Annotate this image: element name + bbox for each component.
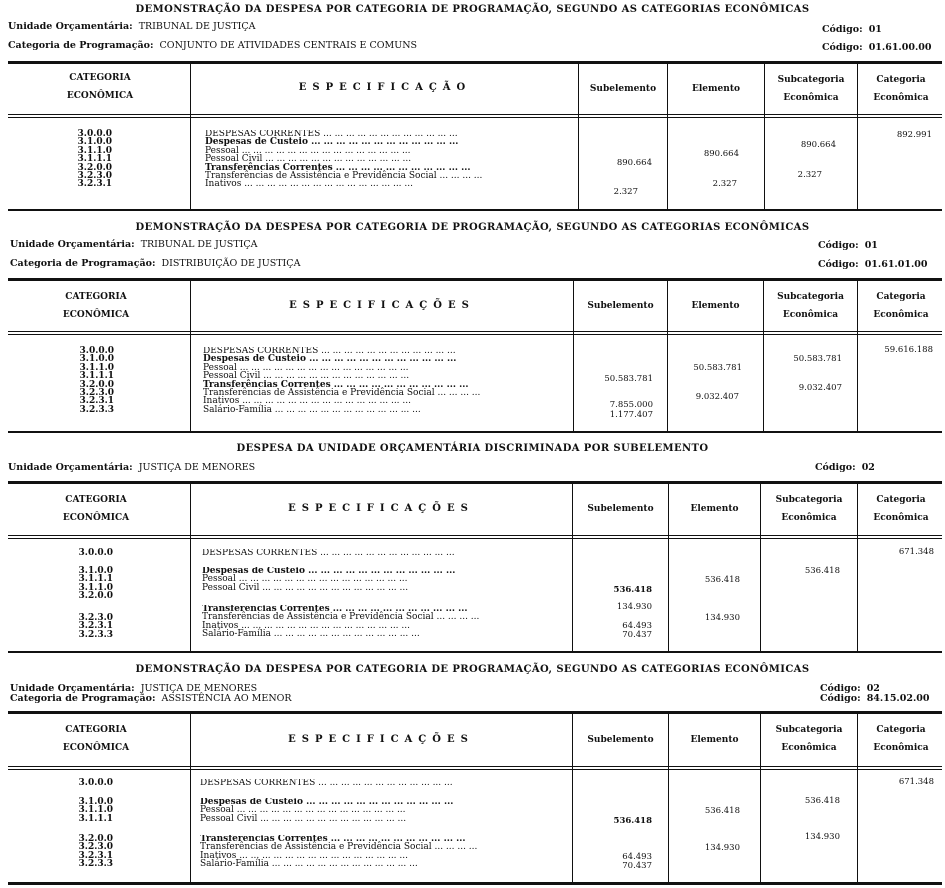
section1-rule-header2 [8,117,942,118]
subcategoria-value: 890.664 [800,140,836,150]
descriptions-list: Despesas de Custeio ... ... ... ... ... ... ... ... ... ... ... ... Pessoal ... ... ... ... ... ... ... ... ... ... ... ... ... ... ... Pessoal Civil ... ... ... ... ... ... ... ... ... ... ... ... ... [202,567,456,593]
codes-list: 3.0.0.0 3.1.0.0 3.1.1.0 3.1.1.1 3.2.0.0 3.2.3.0 3.2.3.1 3.2.3.3 [79,346,114,415]
section2-rule-bottom [8,431,942,433]
section1-unidade: Unidade Orçamentária: TRIBUNAL DE JUSTIÇA [8,21,256,32]
header-especificacao: ESPECIFICAÇÕES [289,300,475,311]
section4-title: DEMONSTRAÇÃO DA DESPESA POR CATEGORIA DE PROGRAMAÇÃO, SEGUNDO AS CATEGORIAS ECONÔMICAS [135,664,810,675]
section3-rule-bottom [8,651,942,653]
section2-col-sep [763,281,764,431]
header-especificacao: ESPECIFICAÇÕES [288,503,474,514]
section1-codigo: Código: 01 [822,24,882,35]
subelemento-value: 134.930 [616,602,652,612]
section3-col-sep [857,484,858,651]
subelemento-value: 536.418 [613,816,652,826]
header-categoria-col: Categoria Econômica [873,75,929,103]
section2-unidade: Unidade Orçamentária: TRIBUNAL DE JUSTIÇA [10,239,258,250]
subelemento-value: 50.583.781 [604,374,653,384]
section3-col-sep [190,484,191,651]
subelemento-value: 2.327 [613,187,638,197]
section4-col-sep [857,714,858,882]
section1-col-sep [578,64,579,209]
header-elemento: Elemento [692,84,740,94]
elemento-value: 134.930 [704,613,740,623]
descriptions-list: DESPESAS CORRENTES ... ... ... ... ... ... ... ... ... ... ... ... Despesas de Custeio ... ... ... ... ... ... ... ... ... ... ... ... Pessoal ... ... ... ... ... ... ... ... ... ... ... ... ... ... ... Pessoal Civil ... ... ... ... ... ... ... ... ... ... ... ... ... Transferências Correntes ... ... ... ... ... ... ... ... ... ... ... Transferências de Assistência e Previdência Social ... ... ... ... Inativos ... ... ... ... ... ... ... ... ... ... ... ... ... ... ... [205,130,483,189]
codes-list: 3.0.0.0 [78,548,113,558]
codes-list: 3.2.3.0 3.2.3.1 3.2.3.3 [78,613,113,640]
section2-rule-header [8,331,942,332]
elemento-value: 2.327 [712,179,737,189]
section1-col-sep [667,64,668,209]
section4-codigo: Código: 02 [820,683,880,694]
subcategoria-value: 134.930 [804,832,840,842]
codes-list: 3.0.0.0 3.1.0.0 3.1.1.0 3.1.1.1 3.2.0.0 3.2.3.0 3.2.3.1 [77,129,112,190]
header-categoria: CATEGORIA ECONÔMICA [66,73,134,101]
section1-rule-top [8,61,942,64]
section1-codigo-prog: Código: 01.61.00.00 [822,42,932,53]
section2-col-sep [857,281,858,431]
section2-col-sep [190,281,191,431]
section4-rule-header [8,766,942,767]
section2-col-sep [667,281,668,431]
header-subelemento: Subelemento [587,735,654,745]
header-subelemento: Subelemento [589,84,657,94]
subelemento-value: 1.177.407 [609,410,653,420]
section1-categoria: Categoria de Programação: CONJUNTO DE ATIVIDADES CENTRAIS E COMUNS [8,40,418,51]
header-categoria: CATEGORIA ECONÔMICA [62,725,130,753]
elemento-value: 890.664 [703,149,739,159]
codes-list: 3.2.0.0 3.2.3.0 3.2.3.1 3.2.3.3 [78,834,113,870]
categoria-value: 671.348 [898,547,934,557]
section2-rule-top [8,278,942,281]
section3-unidade: Unidade Orçamentária: JUSTIÇA DE MENORES [8,462,256,473]
codes-list: 3.1.0.0 3.1.1.1 3.1.1.0 3.2.0.0 [78,566,113,602]
section4-col-sep [190,714,191,882]
header-elemento: Elemento [691,301,740,311]
section3-title: DESPESA DA UNIDADE ORÇAMENTÁRIA DISCRIMINADA POR SUBELEMENTO [236,443,709,454]
descriptions-list: Despesas de Custeio ... ... ... ... ... ... ... ... ... ... ... ... Pessoal ... ... ... ... ... ... ... ... ... ... ... ... ... ... ... Pessoal Civil ... ... ... ... ... ... ... ... ... ... ... ... ... [200,798,454,824]
subcategoria-value: 536.418 [804,566,840,576]
categoria-value: 59.616.188 [884,345,933,355]
codes-list: 3.1.0.0 3.1.1.0 3.1.1.1 [78,797,113,824]
section3-col-sep [572,484,573,651]
section2-categoria: Categoria de Programação: DISTRIBUIÇÃO DE JUSTIÇA [10,258,301,269]
subcategoria-value: 536.418 [804,796,840,806]
header-especificacao: ESPECIFICAÇÃO [298,82,472,93]
subelemento-value: 536.418 [613,585,652,595]
section3-col-sep [668,484,669,651]
categoria-value: 892.991 [896,130,932,140]
elemento-value: 9.032.407 [695,392,739,402]
header-categoria-col: Categoria Econômica [873,495,929,523]
section1-title: DEMONSTRAÇÃO DA DESPESA POR CATEGORIA DE PROGRAMAÇÃO, SEGUNDO AS CATEGORIAS ECONÔMICAS [135,4,810,15]
elemento-value: 536.418 [704,575,740,585]
section4-codigo-prog: Código: 84.15.02.00 [820,693,930,704]
section4-unidade: Unidade Orçamentária: JUSTIÇA DE MENORES [10,683,258,694]
header-subcategoria: Subcategoria Econômica [775,725,843,753]
descriptions-list: DESPESAS CORRENTES ... ... ... ... ... ... ... ... ... ... ... ... [202,549,455,558]
header-categoria: CATEGORIA ECONÔMICA [62,292,130,320]
section1-rule-header [8,114,942,115]
subelemento-value: 64.493 [622,852,652,862]
header-subelemento: Subelemento [587,301,654,311]
descriptions-list: Transferências Correntes ... ... ... ... ... ... ... ... ... ... ... Transferências de Assistência e Previdência Social ... ... ... ... Inativos ... ... ... ... ... ... ... ... ... ... ... ... ... ... ... Salário-Família ... ... ... ... ... ... ... ... ... ... ... ... ... [200,835,478,869]
section2-rule-header2 [8,334,942,335]
subcategoria-value: 50.583.781 [793,354,842,364]
header-subelemento: Subelemento [587,504,654,514]
section2-codigo-prog: Código: 01.61.01.00 [818,259,928,270]
header-categoria: CATEGORIA ECONÔMICA [62,495,130,523]
descriptions-list: Transferências Correntes ... ... ... ... ... ... ... ... ... ... ... Transferências de Assistência e Previdência Social ... ... ... ... Inativos ... ... ... ... ... ... ... ... ... ... ... ... ... ... ... Salário-Família ... ... ... ... ... ... ... ... ... ... ... ... ... [202,605,480,639]
elemento-value: 50.583.781 [693,363,742,373]
header-elemento: Elemento [690,504,739,514]
header-subcategoria: Subcategoria Econômica [775,495,843,523]
section4-col-sep [760,714,761,882]
section1-col-sep [190,64,191,209]
section1-col-sep [764,64,765,209]
section2-title: DEMONSTRAÇÃO DA DESPESA POR CATEGORIA DE PROGRAMAÇÃO, SEGUNDO AS CATEGORIAS ECONÔMICAS [135,222,810,233]
header-categoria-col: Categoria Econômica [873,292,929,320]
subelemento-value: 70.437 [622,630,652,640]
header-categoria-col: Categoria Econômica [873,725,929,753]
section4-categoria: Categoria de Programação: ASSISTÊNCIA AO MENOR [10,693,292,704]
section1-rule-bottom [8,209,942,211]
elemento-value: 536.418 [704,806,740,816]
section3-col-sep [760,484,761,651]
section4-rule-bottom [8,882,942,885]
subcategoria-value: 2.327 [797,170,822,180]
descriptions-list: DESPESAS CORRENTES ... ... ... ... ... ... ... ... ... ... ... ... Despesas de Custeio ... ... ... ... ... ... ... ... ... ... ... ... Pessoal ... ... ... ... ... ... ... ... ... ... ... ... ... ... ... Pessoal Civil ... ... ... ... ... ... ... ... ... ... ... ... ... Transferências Correntes ... ... ... ... ... ... ... ... ... ... ... Transferências de Assistência e Previdência Social ... ... ... ... Inativos ... ... ... ... ... ... ... ... ... ... ... ... ... ... ... Salário-Família ... ... ... ... ... ... ... ... ... ... ... ... ... [203,347,481,415]
descriptions-list: DESPESAS CORRENTES ... ... ... ... ... ... ... ... ... ... ... ... [200,779,453,788]
categoria-value: 671.348 [898,777,934,787]
subelemento-value: 890.664 [616,158,652,168]
section3-codigo: Código: 02 [815,462,875,473]
section3-rule-top [8,481,942,484]
header-subcategoria: Subcategoria Econômica [777,75,845,103]
section1-col-sep [857,64,858,209]
header-elemento: Elemento [690,735,739,745]
section4-col-sep [668,714,669,882]
subcategoria-value: 9.032.407 [798,383,842,393]
subelemento-value: 7.855.000 [609,400,653,410]
section4-rule-header2 [8,769,942,770]
section2-col-sep [573,281,574,431]
section2-codigo: Código: 01 [818,240,878,251]
section3-rule-header2 [8,538,942,539]
header-especificacao: ESPECIFICAÇÕES [288,734,474,745]
section3-rule-header [8,535,942,536]
subelemento-value: 64.493 [622,621,652,631]
section4-rule-top [8,711,942,714]
elemento-value: 134.930 [704,843,740,853]
header-subcategoria: Subcategoria Econômica [777,292,844,320]
codes-list: 3.0.0.0 [78,778,113,788]
section4-col-sep [572,714,573,882]
subelemento-value: 70.437 [622,861,652,871]
